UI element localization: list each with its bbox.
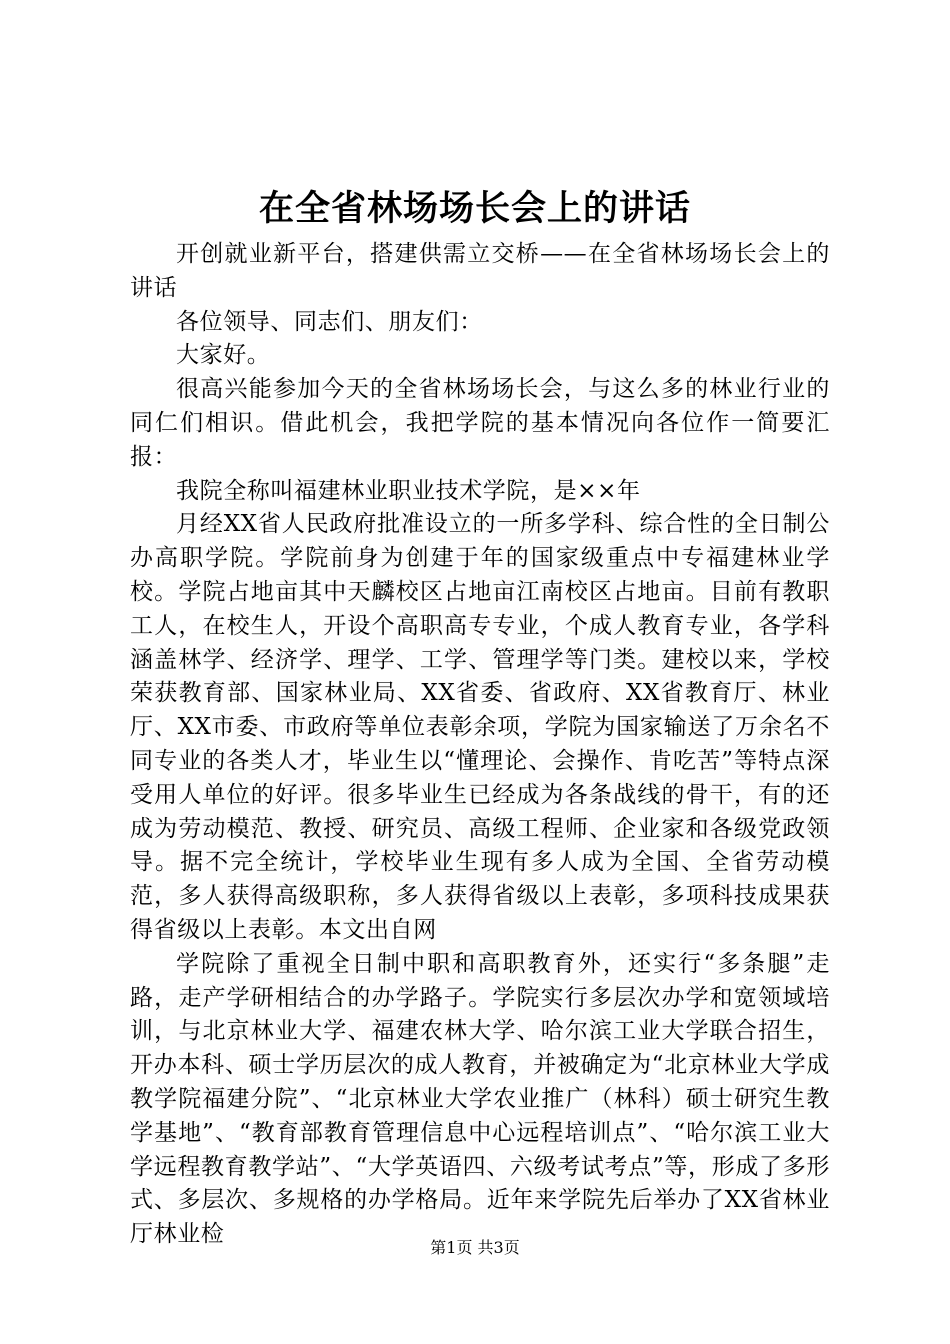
document-title: 在全省林场场长会上的讲话	[258, 189, 691, 229]
paragraph-greeting: 大家好。	[176, 342, 271, 369]
paragraph-intro: 很高兴能参加今天的全省林场场长会，与这么多的林业行业的同仁们相识。借此机会，我把学院的基本情况向各位作一简要汇报：	[130, 376, 830, 470]
paragraph-subtitle: 开创就业新平台，搭建供需立交桥——在全省林场场长会上的讲话	[130, 241, 830, 301]
paragraph-education-forms: 学院除了重视全日制中职和高职教育外，还实行“多条腿”走路，走产学研相结合的办学路子。学院实行多层次办学和宽领域培训，与北京林业大学、福建农林大学、哈尔滨工业大学联合招生，开办本科、硕士学历层次的成人教育，并被确定为“北京林业大学成教学院福建分院”、“北京林业大学农业推广（林科）硕士研究生教学基地”、“教育部教育管理信息中心远程培训点”、“哈尔滨工业大学远程教育教学站”、“大学英语四、六级考试考点”等，形成了多形式、多层次、多规格的办学格局。近年来学院先后举办了XX省林业厅林业检	[130, 950, 830, 1248]
page-footer: 第1页 共3页	[430, 1238, 520, 1257]
document-body	[130, 238, 830, 1252]
paragraph-salutation: 各位领导、同志们、朋友们：	[176, 308, 483, 335]
paragraph-college-name: 我院全称叫福建林业职业技术学院，是××年	[176, 477, 641, 504]
paragraph-college-history: 月经XX省人民政府批准设立的一所多学科、综合性的全日制公办高职学院。学院前身为创建于年的国家级重点中专福建林业学校。学院占地亩其中天麟校区占地亩江南校区占地亩。目前有教职工人，在校生人，开设个高职高专专业，个成人教育专业，各学科涵盖林学、经济学、理学、工学、管理学等门类。建校以来，学校荣获教育部、国家林业局、XX省委、省政府、XX省教育厅、林业厅、XX市委、市政府等单位表彰余项，学院为国家输送了万余名不同专业的各类人才，毕业生以“懂理论、会操作、肯吃苦”等特点深受用人单位的好评。很多毕业生已经成为各条战线的骨干，有的还成为劳动模范、教授、研究员、高级工程师、企业家和各级党政领导。据不完全统计，学校毕业生现有多人成为全国、全省劳动模范，多人获得高级职称，多人获得省级以上表彰，多项科技成果获得省级以上表彰。本文出自网	[130, 511, 830, 943]
